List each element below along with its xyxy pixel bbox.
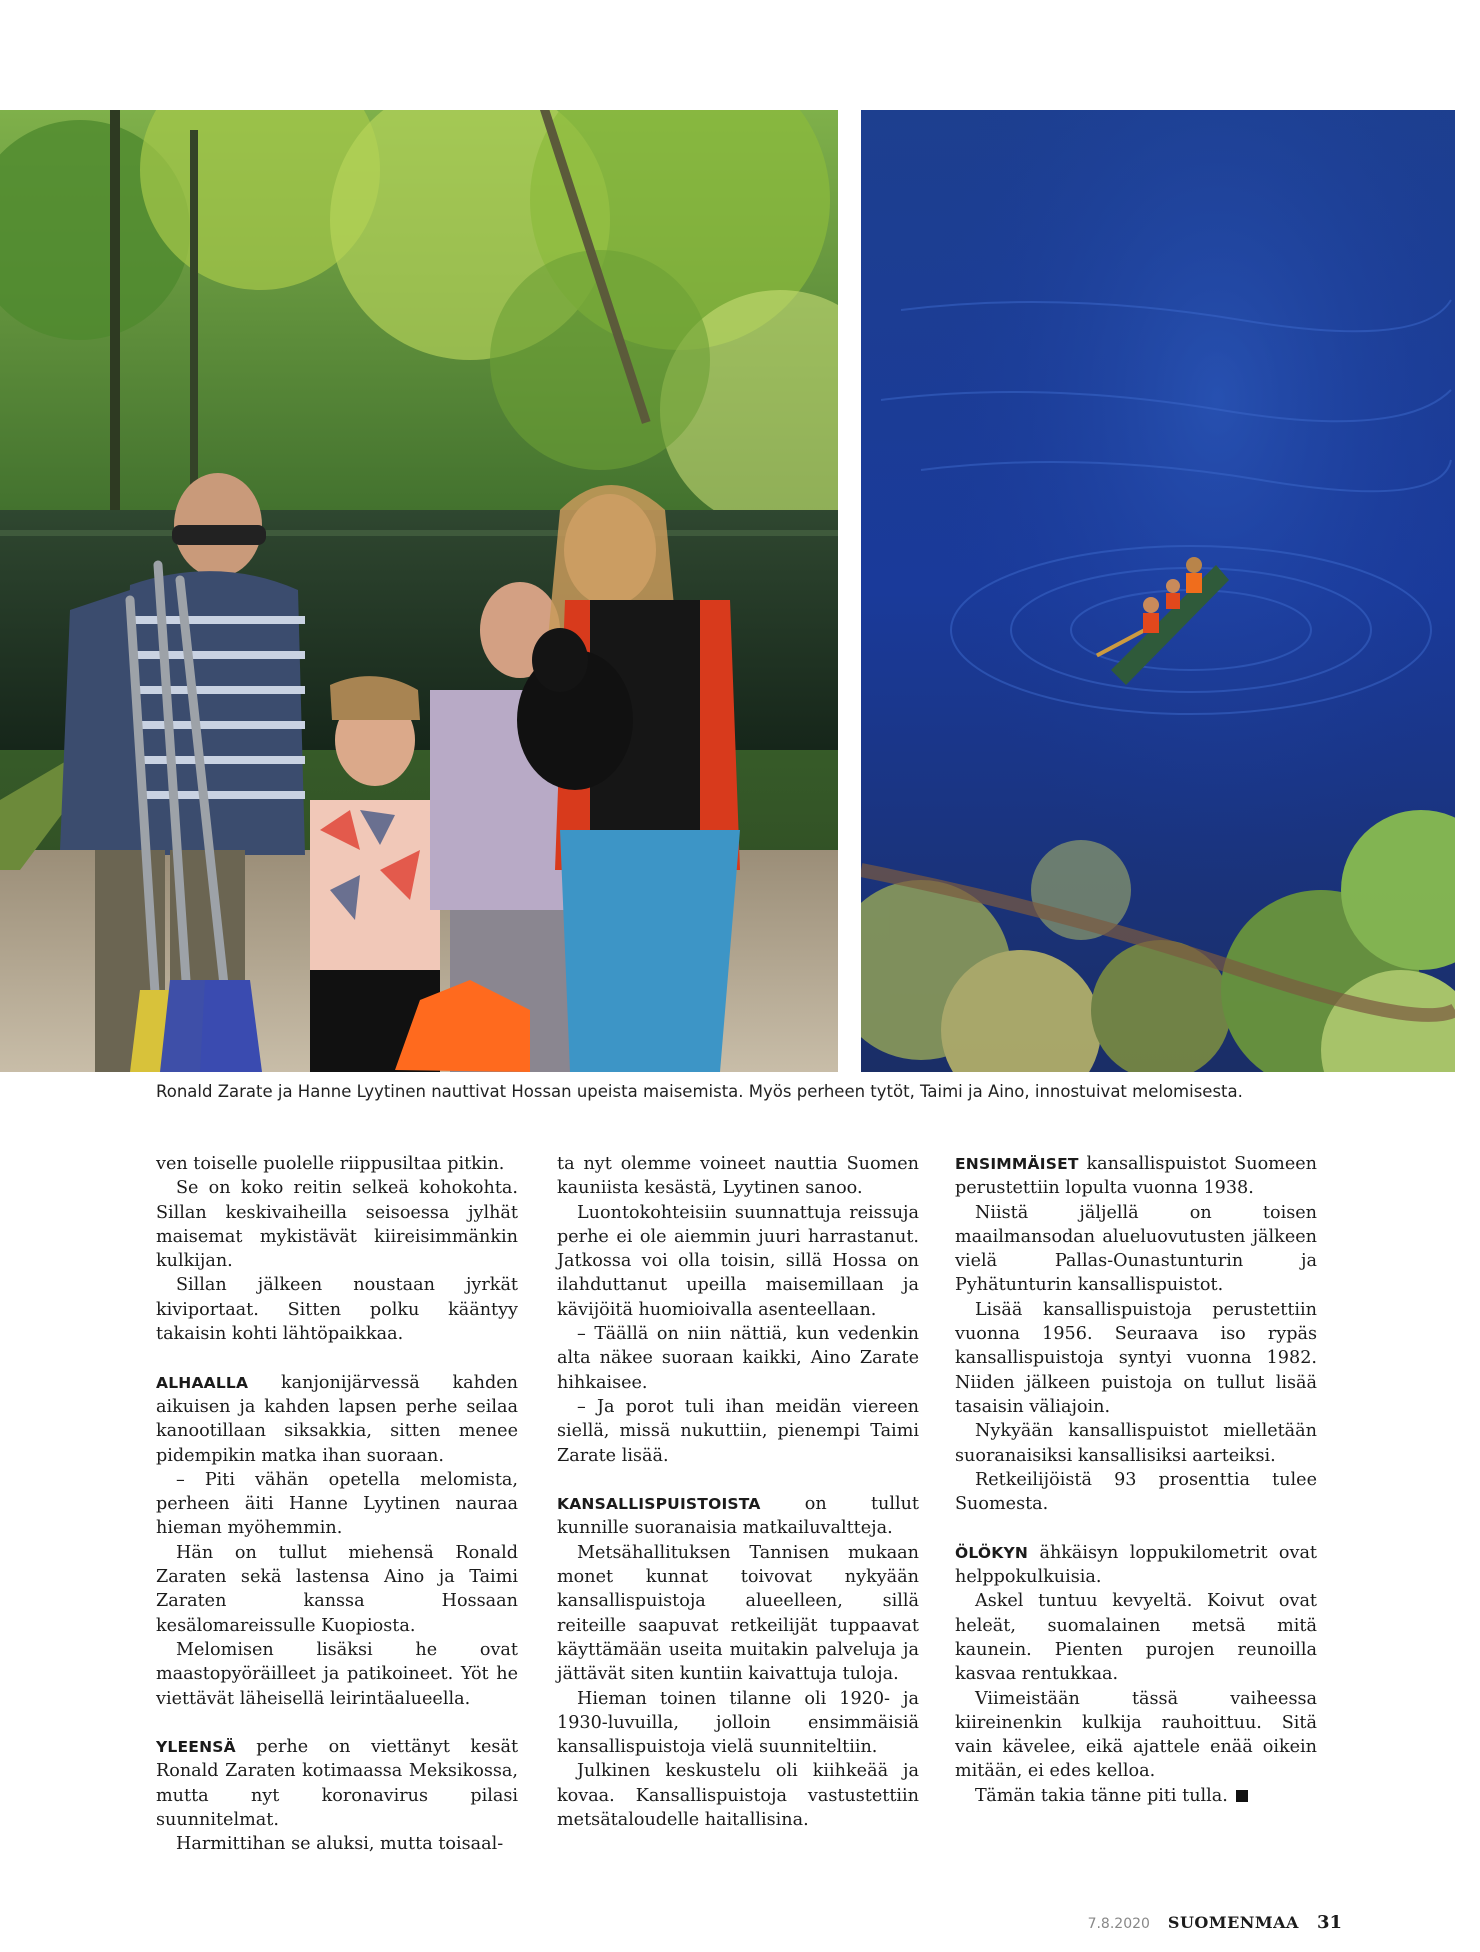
paragraph: ta nyt olemme voineet nauttia Suomen kauniista kesästä, Lyytinen sanoo. <box>557 1154 919 1199</box>
family-photo <box>0 110 838 1072</box>
section-lead: KANSALLISPUISTOISTA <box>557 1495 761 1514</box>
page-number: 31 <box>1316 1912 1342 1933</box>
paragraph: – Täällä on niin nättiä, kun vedenkin alta näkee suoraan kaikki, Aino Zarate hihkaisee. <box>557 1324 919 1393</box>
section-paragraph: ÖLÖKYN ähkäisyn loppukilometrit ovat helppokulkuisia. <box>955 1542 1318 1588</box>
section-paragraph: ENSIMMÄISET kansallispuistot Suomeen perustettiin lopulta vuonna 1938. <box>955 1154 1317 1199</box>
section-lead: ENSIMMÄISET <box>955 1155 1079 1173</box>
paragraph: Niistä jäljellä on toisen maailmansodan alueluovutusten jälkeen vielä Pallas-Ounastunturin ja Pyhätunturin kansallispuistot. <box>955 1202 1317 1296</box>
section-paragraph: YLEENSÄ perhe on viettänyt kesät Ronald Zaraten kotimaassa Meksikossa, mutta nyt koronavirus pilasi suunnitelmat. <box>156 1737 519 1831</box>
paragraph: – Ja porot tuli ihan meidän viereen siellä, missä nukuttiin, pienempi Taimi Zarate lisää. <box>557 1396 919 1466</box>
paragraph: Tämän takia tänne piti tulla. <box>955 1784 1317 1808</box>
paragraph: Nykyään kansallispuistot mielletään suoranaisiksi kansallisiksi aarteiksi. <box>955 1421 1317 1466</box>
paragraph: Melomisen lisäksi he ovat maastopyöräilleet ja patikoineet. Yöt he viettävät läheisellä leirintäalueella. <box>156 1639 518 1709</box>
article-column-2 <box>557 1152 919 1832</box>
magazine-name: SUOMENMAA <box>1167 1913 1299 1932</box>
paragraph: Metsähallituksen Tannisen mukaan monet kunnat toivovat nykyään kansallispuistoja alueelleen, sillä reiteille saapuvat retkeilijät tuppaavat käyttämään useita muitakin palveluja ja jättävät siten kuntiin kaivattuja tuloja. <box>557 1542 919 1685</box>
paragraph: Viimeistään tässä vaiheessa kiireinenkin kulkija rauhoittuu. Sitä vain kävelee, eikä ajattele enää oikein mitään, ei edes kelloa. <box>955 1688 1317 1782</box>
section-paragraph: ALHAALLA kanjonijärvessä kahden aikuisen ja kahden lapsen perhe seilaa kanootillaan siksakkia, sitten menee pidempikin matka ihan suoraan. <box>156 1372 518 1466</box>
paragraph: – Piti vähän opetella melomista, perheen äiti Hanne Lyytinen nauraa hieman myöhemmin. <box>156 1469 518 1539</box>
page-footer <box>1088 1912 1342 1933</box>
paragraph: Askel tuntuu kevyeltä. Koivut ovat heleät, suomalainen metsä mitä kaunein. Pienten purojen reunoilla kasvaa rentukkaa. <box>955 1591 1317 1685</box>
issue-date: 7.8.2020 <box>1087 1916 1150 1932</box>
section-lead: ALHAALLA <box>156 1373 249 1392</box>
canoe-lake-photo <box>861 110 1455 1072</box>
paragraph: Lisää kansallispuistoja perustettiin vuonna 1956. Seuraava iso rypäs kansallispuistoja syntyi vuonna 1982. Niiden jälkeen puistoja on tullut lisää tasaisin väliajoin. <box>955 1299 1317 1417</box>
section-lead: ÖLÖKYN <box>955 1543 1029 1562</box>
section-paragraph: KANSALLISPUISTOISTA on tullut kunnille suoranaisia matkailuvaltteja. <box>557 1494 919 1539</box>
paragraph: Hän on tullut miehensä Ronald Zaraten sekä lastensa Aino ja Taimi Zaraten kanssa Hossaan kesälomareissulle Kuopiosta. <box>156 1542 518 1636</box>
article-column-3 <box>955 1152 1317 1808</box>
section-lead: YLEENSÄ <box>156 1738 236 1757</box>
paragraph: Hieman toinen tilanne oli 1920- ja 1930-luvuilla, jolloin ensimmäisiä kansallispuistoja vielä suunniteltiin. <box>557 1688 919 1758</box>
paragraph: Julkinen keskustelu oli kiihkeää ja kovaa. Kansallispuistoja vastustettiin metsätaloudelle haitallisina. <box>557 1761 919 1831</box>
paragraph: Luontokohteisiin suunnattuja reissuja perhe ei ole aiemmin juuri harrastanut. Jatkossa voi olla toisin, sillä Hossa on ilahduttanut upeilla maisemillaan ja kävijöitä huomioivalla asenteellaan. <box>557 1202 919 1320</box>
paragraph: Retkeilijöistä 93 prosenttia tulee Suomesta. <box>955 1469 1317 1515</box>
photo-caption: Ronald Zarate ja Hanne Lyytinen nauttivat Hossan upeista maisemista. Myös perheen tytöt, Taimi ja Aino, innostuivat melomisesta. <box>156 1082 1243 1101</box>
article-column-1 <box>156 1152 518 1857</box>
paragraph: Harmittihan se aluksi, mutta toisaal- <box>176 1834 504 1855</box>
paragraph: Sillan jälkeen noustaan jyrkät kiviportaat. Sitten polku kääntyy takaisin kohti lähtöpaikkaa. <box>156 1275 518 1345</box>
paragraph: Se on koko reitin selkeä kohokohta. Sillan keskivaiheilla seisoessa jylhät maisemat mykistävät kiireisimmänkin kulkijan. <box>156 1178 518 1272</box>
end-mark-icon <box>1236 1790 1248 1802</box>
paragraph: ven toiselle puolelle riippusiltaa pitkin. <box>156 1154 505 1174</box>
